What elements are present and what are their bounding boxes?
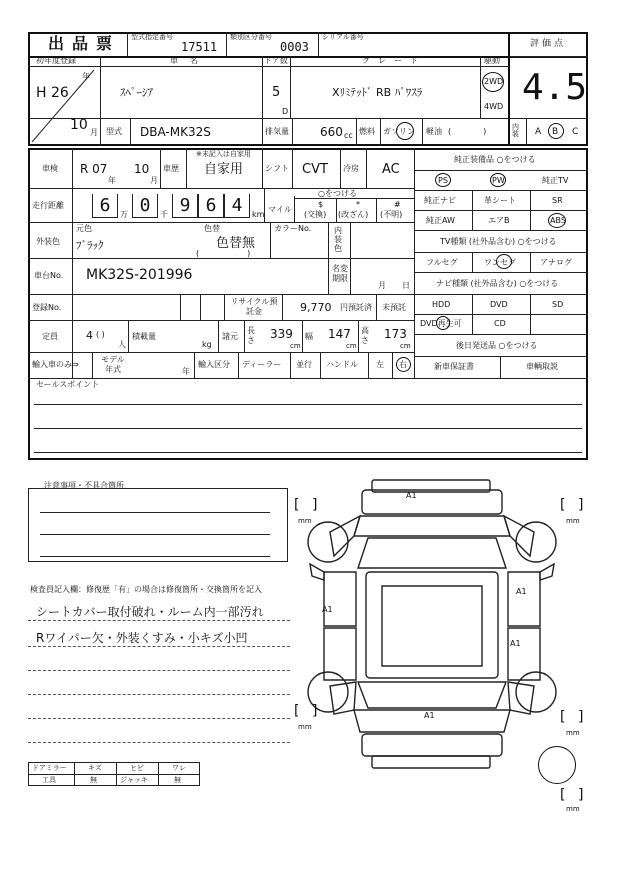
tire-rr-mm: mm bbox=[566, 729, 580, 737]
tire-fr-bracket-close: ] bbox=[578, 497, 584, 513]
capacity-label: 定員 bbox=[42, 332, 58, 341]
equip-airbag: エアB bbox=[488, 216, 510, 225]
navi-title: ナビ種類 (社外品含む) ○をつける bbox=[436, 279, 559, 288]
inspector-note-1: シートカバー取付破れ・ルーム内一部汚れ bbox=[36, 605, 264, 619]
capacity-paren: ( ) bbox=[96, 330, 105, 339]
mileage-digit-2: 0 bbox=[132, 194, 158, 218]
color-label: 外装色 bbox=[36, 237, 60, 246]
car-name: ｽﾍﾟｰｼｱ bbox=[120, 86, 153, 99]
tire-rl-bracket-close: ] bbox=[312, 703, 318, 719]
car-diagram bbox=[290, 476, 590, 776]
tire-fl-mm: mm bbox=[298, 517, 312, 525]
width-value: 147 bbox=[328, 327, 351, 341]
tire-fr-bracket-open: [ bbox=[560, 497, 566, 513]
equip-abs: ABS bbox=[550, 216, 566, 225]
handle-label: ハンドル bbox=[326, 360, 358, 369]
grade-label: グレード bbox=[362, 56, 426, 65]
equip-leather: 革シート bbox=[484, 196, 516, 205]
sales-point-label: セールスポイント bbox=[36, 380, 100, 389]
import-only-label: 輸入車のみ⇒ bbox=[32, 360, 79, 369]
navi-dvd-play: DVD再生可 bbox=[420, 319, 462, 328]
drive-2wd: 2WD bbox=[484, 77, 504, 86]
tv-oneseg: ワンセグ bbox=[484, 258, 516, 267]
tv-analog: アナログ bbox=[540, 258, 572, 267]
legend-h3: ヒビ bbox=[130, 764, 144, 772]
color-change-paren: ( ) bbox=[196, 249, 251, 258]
first-reg-month-unit: 月 bbox=[90, 128, 98, 137]
legend-v4: 無 bbox=[174, 776, 181, 784]
handle-left: 左 bbox=[376, 360, 384, 369]
orig-color-value: ﾌﾞﾗｯｸ bbox=[76, 239, 104, 252]
fuel-other-paren: ( ) bbox=[448, 127, 487, 136]
tire-rr-bracket-close: ] bbox=[578, 709, 584, 725]
grade-value: Xﾘﾐﾃｯﾄﾞ RB ﾊﾟﾜｽﾗ bbox=[332, 86, 423, 99]
post-manual: 車輌取説 bbox=[526, 362, 558, 371]
height-label: 高さ bbox=[361, 326, 369, 345]
inspection-year-unit: 年 bbox=[108, 176, 116, 185]
tire-spare-bracket-close: ] bbox=[578, 787, 584, 803]
mileage-opt2: (改ざん) bbox=[338, 210, 369, 219]
capacity-value: 4 bbox=[86, 329, 93, 342]
tire-fl-bracket-open: [ bbox=[294, 497, 300, 513]
navi-sd: SD bbox=[552, 300, 564, 309]
mileage-opt1-sym: $ bbox=[318, 200, 324, 209]
fuel-light: 軽油 bbox=[426, 127, 442, 136]
mileage-digit-3: 9 bbox=[172, 194, 198, 218]
mileage-unit-sen: 千 bbox=[160, 210, 168, 219]
reg-label: 登録No. bbox=[32, 303, 62, 312]
mileage-opt3: (不明) bbox=[380, 210, 403, 219]
tire-rl-mm: mm bbox=[298, 723, 312, 731]
length-label: 長さ bbox=[247, 326, 255, 345]
navi-cd: CD bbox=[494, 319, 506, 328]
damage-mark-rear: A1 bbox=[424, 711, 435, 720]
score-label: 評価点 bbox=[530, 39, 567, 49]
inspection-month-unit: 月 bbox=[150, 176, 158, 185]
tv-title: TV種類 (社外品含む) ○をつける bbox=[440, 237, 557, 246]
recycle-status: 預託済 bbox=[348, 303, 372, 312]
first-reg-year-unit: 年 bbox=[82, 72, 90, 81]
load-label: 積載量 bbox=[132, 332, 156, 341]
meihen-day-unit: 日 bbox=[402, 281, 410, 290]
doors-suffix: D bbox=[282, 107, 289, 116]
legend-v1: 工具 bbox=[42, 776, 56, 784]
fuel-gas: ガソリン bbox=[383, 127, 415, 136]
recycle-value: 9,770 bbox=[300, 301, 332, 314]
doors-value: 5 bbox=[272, 85, 281, 100]
navi-hdd: HDD bbox=[432, 300, 451, 309]
mileage-circle-note: ○をつける bbox=[318, 189, 357, 198]
capacity-unit: 人 bbox=[118, 340, 126, 349]
recycle-status-2: 未預託 bbox=[382, 303, 406, 312]
model-year-unit: 年 bbox=[182, 367, 190, 376]
import-parallel: 並行 bbox=[296, 360, 312, 369]
damage-mark-front: A1 bbox=[406, 491, 417, 500]
legend-v2: 無 bbox=[90, 776, 97, 784]
doors-label: ドア数 bbox=[264, 56, 288, 65]
handle-right: 右 bbox=[399, 360, 407, 369]
width-label: 幅 bbox=[305, 332, 313, 341]
form-title: 出品票 bbox=[48, 34, 121, 53]
length-value: 339 bbox=[270, 327, 293, 341]
equipment-title: 純正装備品 ○をつける bbox=[454, 155, 536, 164]
history-value: 自家用 bbox=[204, 162, 244, 177]
type-cert-number: 17511 bbox=[181, 40, 218, 54]
navi-dvd: DVD bbox=[490, 300, 508, 309]
displacement-unit: cc bbox=[344, 131, 353, 140]
interior-b: B bbox=[552, 127, 559, 137]
inspection-label: 車検 bbox=[42, 164, 58, 173]
mileage-digit-1: 6 bbox=[92, 194, 118, 218]
height-value: 173 bbox=[384, 327, 407, 341]
first-reg-month: 10 bbox=[70, 117, 88, 133]
notes-bracket bbox=[28, 488, 288, 562]
fuel-label: 燃料 bbox=[359, 127, 375, 136]
serial-label: シリアル番号 bbox=[322, 33, 364, 41]
ac-value: AC bbox=[382, 162, 400, 177]
shift-label: シフト bbox=[265, 164, 289, 173]
score-value: 4.5 bbox=[522, 67, 588, 108]
post-title: 後日発送品 ○をつける bbox=[456, 341, 538, 350]
model-value: DBA-MK32S bbox=[140, 125, 211, 139]
chassis-value: MK32S-201996 bbox=[86, 267, 193, 283]
inspector-label: 検査員記入欄：修復歴「有」の場合は修復箇所・交換箇所を記入 bbox=[30, 585, 262, 594]
spare-wheel bbox=[538, 746, 576, 784]
equip-sr: SR bbox=[552, 196, 563, 205]
import-dealer: ディーラー bbox=[242, 360, 282, 369]
mileage-digit-4: 6 bbox=[198, 194, 224, 218]
model-year-label: モデル年式 bbox=[101, 355, 125, 374]
legend-h2: キズ bbox=[88, 764, 102, 772]
tire-rr-bracket-open: [ bbox=[560, 709, 566, 725]
displacement-label: 排気量 bbox=[265, 127, 289, 136]
class-label: 類別区分番号 bbox=[230, 33, 272, 41]
load-unit: kg bbox=[202, 340, 212, 349]
interior-color-label: 内装色 bbox=[334, 226, 342, 253]
legend-v3: ジャッキ bbox=[120, 776, 148, 784]
legend-h1: ドアミラー bbox=[32, 764, 67, 772]
car-name-label: 車名 bbox=[170, 56, 210, 65]
tire-fl-bracket-close: ] bbox=[312, 497, 318, 513]
notes-label: 注意事項・不具合箇所 bbox=[44, 481, 124, 490]
equip-pw: PW bbox=[492, 176, 505, 185]
meihen-label: 名変期限 bbox=[332, 264, 348, 283]
damage-mark-right-front: A1 bbox=[516, 587, 527, 596]
interior-a: A bbox=[535, 127, 542, 137]
first-reg-era: H 26 bbox=[36, 85, 69, 101]
equip-tv: 純正TV bbox=[542, 176, 569, 185]
meihen-month-unit: 月 bbox=[378, 281, 386, 290]
history-label: 車歴 bbox=[163, 164, 179, 173]
mileage-digit-5: 4 bbox=[224, 194, 250, 218]
interior-label: 内装 bbox=[512, 123, 519, 138]
model-label: 型式 bbox=[106, 127, 122, 136]
mileage-opt1: (交換) bbox=[304, 210, 327, 219]
mileage-opt3-sym: # bbox=[394, 200, 401, 209]
width-unit: cm bbox=[346, 342, 357, 350]
first-reg-label: 初年度登録 bbox=[36, 56, 76, 65]
inspector-note-2: Rワイパー欠・外装くすみ・小キズ小凹 bbox=[36, 631, 248, 645]
drive-4wd: 4WD bbox=[484, 102, 504, 111]
damage-mark-right-rear: A1 bbox=[510, 639, 521, 648]
mileage-label: 走行距離 bbox=[32, 201, 64, 210]
inspection-month: 10 bbox=[134, 162, 150, 176]
post-warranty: 新車保証書 bbox=[434, 362, 474, 371]
color-change-label: 色替 bbox=[204, 224, 220, 233]
color-change-value: 色替無 bbox=[216, 236, 256, 251]
displacement-value: 660 bbox=[320, 125, 343, 139]
class-number: 0003 bbox=[280, 40, 309, 54]
type-cert-label: 型式指定番号 bbox=[131, 33, 173, 41]
orig-color-label: 元色 bbox=[76, 224, 92, 233]
recycle-label: リサイクル預託金 bbox=[230, 297, 278, 316]
legend-h4: ワレ bbox=[172, 764, 186, 772]
mileage-unit-man: 万 bbox=[120, 210, 128, 219]
tire-fr-mm: mm bbox=[566, 517, 580, 525]
length-unit: cm bbox=[290, 342, 301, 350]
import-class-label: 輸入区分 bbox=[198, 360, 230, 369]
tire-spare-mm: mm bbox=[566, 805, 580, 813]
recycle-unit: 円 bbox=[340, 303, 348, 312]
mileage-opt2-sym: * bbox=[356, 200, 360, 209]
history-note: ※未記入は自家用 bbox=[196, 150, 251, 158]
tv-fullseg: フルセグ bbox=[426, 258, 458, 267]
damage-mark-left: A1 bbox=[322, 605, 333, 614]
color-no-label: カラーNo. bbox=[274, 224, 312, 233]
mile-label: マイル bbox=[268, 205, 292, 214]
chassis-label: 車台No. bbox=[34, 271, 64, 280]
inspection-value: R 07 bbox=[80, 162, 108, 176]
interior-c: C bbox=[572, 127, 579, 137]
tire-rl-bracket-open: [ bbox=[294, 703, 300, 719]
tire-spare-bracket-open: [ bbox=[560, 787, 566, 803]
drive-label: 駆動 bbox=[484, 56, 500, 65]
height-unit: cm bbox=[400, 342, 411, 350]
dims-label: 諸元 bbox=[222, 332, 238, 341]
equip-ps: PS bbox=[438, 176, 448, 185]
equip-navi: 純正ナビ bbox=[424, 196, 456, 205]
ac-label: 冷房 bbox=[343, 164, 359, 173]
equip-aw: 純正AW bbox=[426, 216, 455, 225]
mileage-unit-km: km bbox=[252, 210, 265, 219]
shift-value: CVT bbox=[302, 162, 328, 177]
